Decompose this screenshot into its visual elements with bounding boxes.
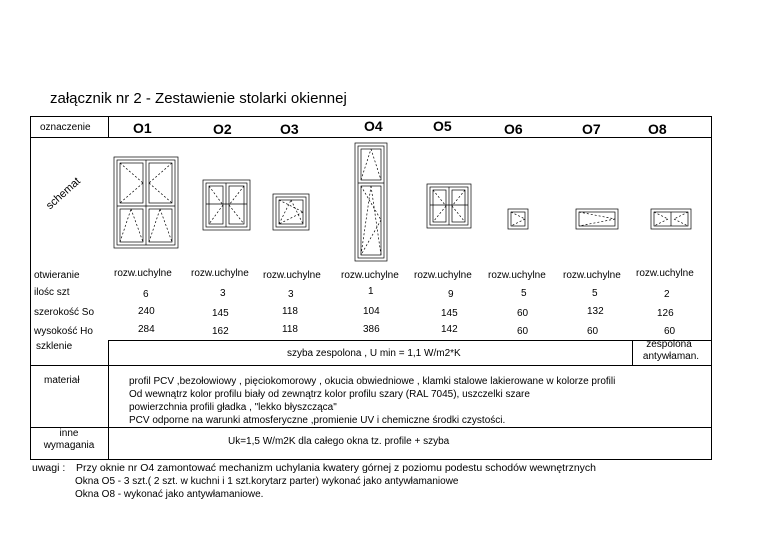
width-o4: 104: [363, 306, 380, 317]
window-code-o7: O7: [582, 121, 601, 137]
opening-o5: rozw.uchylne: [414, 270, 472, 281]
window-code-o1: O1: [133, 120, 152, 136]
label-oznaczenie: oznaczenie: [40, 122, 91, 133]
qty-o8: 2: [664, 289, 670, 300]
opening-o7: rozw.uchylne: [563, 270, 621, 281]
label-szerokosc: szerokość So: [34, 307, 95, 318]
qty-o2: 3: [220, 288, 226, 299]
window-code-o6: O6: [504, 121, 523, 137]
label-szklenie: szklenie: [36, 341, 73, 352]
window-code-o5: O5: [433, 118, 452, 134]
window-schematic-o3: [273, 194, 309, 230]
opening-o1: rozw.uchylne: [114, 268, 172, 279]
window-code-o4: O4: [364, 118, 383, 134]
remarks-label: uwagi :: [32, 462, 66, 474]
window-schematic-o5: [427, 184, 471, 228]
label-ilosc: ilośc szt: [34, 287, 70, 298]
width-o1: 240: [138, 306, 155, 317]
window-schematic-o8: [651, 209, 691, 229]
label-wysokosc: wysokość Ho: [34, 326, 93, 337]
qty-o6: 5: [521, 288, 527, 299]
opening-o8: rozw.uchylne: [636, 268, 694, 279]
material-line-2: Od wewnątrz kolor profilu biały od zewnątrz kolor profilu szary (RAL 7045), uszczelki szare: [129, 389, 530, 400]
height-o1: 284: [138, 324, 155, 335]
opening-o4: rozw.uchylne: [341, 270, 399, 281]
opening-o6: rozw.uchylne: [488, 270, 546, 281]
window-schematic-o6: [508, 209, 528, 229]
qty-o4: 1: [368, 286, 374, 297]
qty-o5: 9: [448, 289, 454, 300]
glazing-o8-line1: zespolona: [646, 339, 692, 350]
qty-o1: 6: [143, 289, 149, 300]
glazing-main: szyba zespolona , U min = 1,1 W/m2*K: [287, 348, 461, 359]
other-requirements: Uk=1,5 W/m2K dla całego okna tz. profile + szyba: [228, 436, 450, 447]
width-o2: 145: [212, 308, 229, 319]
window-schematic-o1: [114, 157, 178, 248]
width-o5: 145: [441, 308, 458, 319]
material-line-4: PCV odporne na warunki atmosferyczne ,promienie UV i chemiczne środki czystości.: [129, 415, 506, 426]
height-o2: 162: [212, 326, 229, 337]
label-material: materiał: [44, 375, 80, 386]
remark-2: Okna O5 - 3 szt.( 2 szt. w kuchni i 1 szt.korytarz parter) wykonać jako antywłamaniowe: [75, 476, 459, 487]
qty-o7: 5: [592, 288, 598, 299]
height-o4: 386: [363, 324, 380, 335]
label-inne-line2: wymagania: [43, 440, 95, 451]
window-schematic-o2: [203, 180, 250, 230]
label-inne-line1: inne: [59, 428, 79, 439]
height-o6: 60: [517, 326, 529, 337]
label-otwieranie: otwieranie: [34, 270, 80, 281]
remark-3: Okna O8 - wykonać jako antywłamaniowe.: [75, 489, 264, 500]
material-line-1: profil PCV ,bezołowiowy , pięciokomorowy , okucia obwiedniowe , klamki stalowe lakierowane w kolorze profili: [129, 376, 616, 387]
height-o5: 142: [441, 324, 458, 335]
window-code-o2: O2: [213, 121, 232, 137]
opening-o3: rozw.uchylne: [263, 270, 321, 281]
glazing-o8-line2: antywłaman.: [642, 351, 700, 362]
window-code-o8: O8: [648, 121, 667, 137]
window-schematic-o4: [355, 143, 387, 261]
width-o7: 132: [587, 306, 604, 317]
qty-o3: 3: [288, 289, 294, 300]
height-o3: 118: [282, 324, 298, 335]
height-o8: 60: [664, 326, 676, 337]
material-line-3: powierzchnia profili gładka , "lekko błyszcząca": [129, 402, 337, 413]
window-code-o3: O3: [280, 121, 299, 137]
page-title: załącznik nr 2 - Zestawienie stolarki okiennej: [50, 90, 347, 107]
height-o7: 60: [587, 326, 599, 337]
remark-1: Przy oknie nr O4 zamontować mechanizm uchylania kwatery górnej z poziomu podestu schodów wewnętrznych: [76, 462, 596, 474]
opening-o2: rozw.uchylne: [191, 268, 249, 279]
label-schemat: schemat: [43, 175, 83, 212]
width-o8: 126: [657, 308, 674, 319]
width-o6: 60: [517, 308, 529, 319]
width-o3: 118: [282, 306, 298, 317]
window-schematic-o7: [576, 209, 618, 229]
